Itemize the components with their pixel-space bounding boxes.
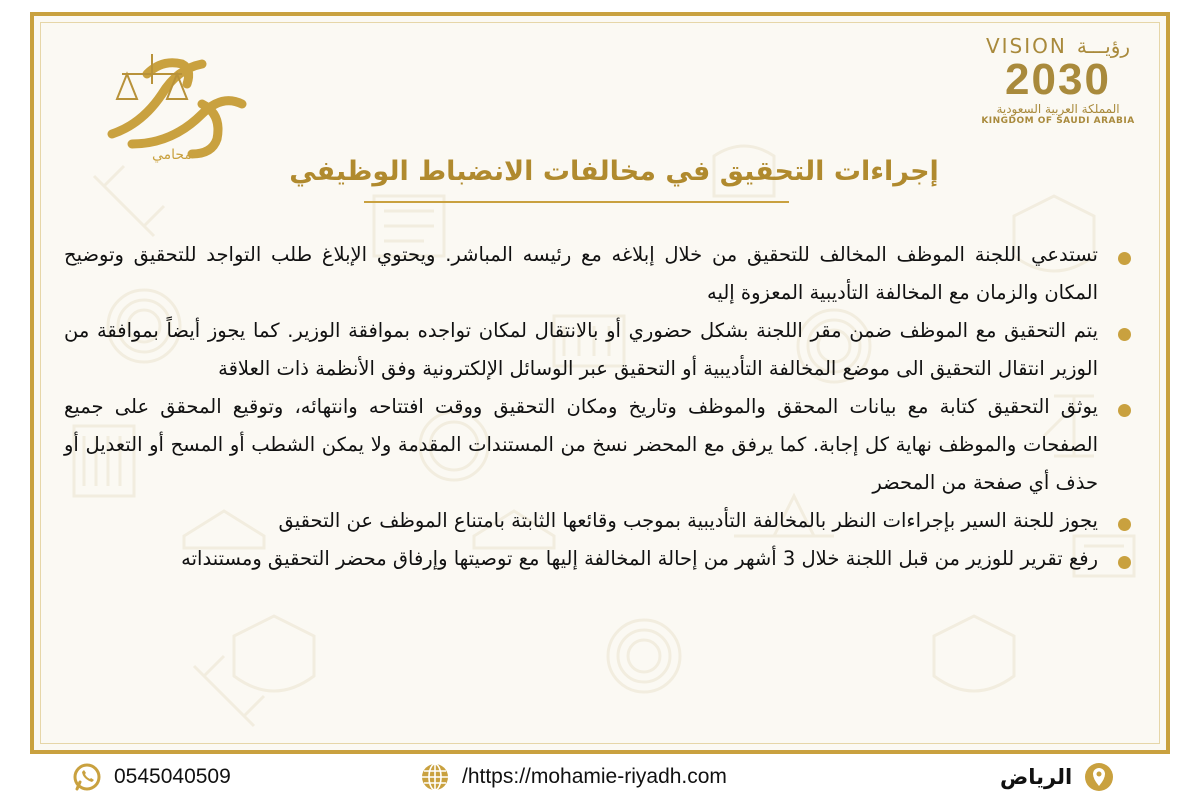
bullet-icon (1118, 328, 1131, 341)
whatsapp-icon (72, 762, 102, 792)
bullet-icon (1118, 518, 1131, 531)
phone-number: 0545040509 (114, 765, 231, 788)
globe-icon (420, 762, 450, 792)
bullet-icon (1118, 252, 1131, 265)
page-title: إجراءات التحقيق في مخالفات الانضباط الوظيفي (289, 156, 939, 187)
kingdom-label-en: KINGDOM OF SAUDI ARABIA (981, 116, 1135, 126)
city-name: الرياض (1000, 765, 1073, 789)
list-item-text: يوثق التحقيق كتابة مع بيانات المحقق والموظف وتاريخ ومكان التحقيق ووقت افتتاحه وانتهائه، وتوقيع المحقق على جميع الصفحات والموظف نهاية كل إجابة. كما يرفق مع المحضر نسخ من المستندات المقدمة ولا يمكن الشطب أو المسح أو التعديل أو حذف أي صفحة من المحضر (64, 395, 1098, 494)
list-item-text: تستدعي اللجنة الموظف المخالف للتحقيق من خلال إبلاغه مع رئيسه المباشر. ويحتوي الإبلاغ طلب التواجد للتحقيق وتوضيح المكان والزمان مع المخالفة التأديبية المعزوة إليه (64, 243, 1098, 304)
location-contact[interactable] (1000, 762, 1114, 792)
bullet-icon (1118, 404, 1131, 417)
mohamie-calligraphy-logo (92, 34, 252, 164)
list-item (64, 312, 1136, 388)
list-item (64, 540, 1136, 578)
title-underline (364, 201, 789, 203)
list-item (64, 236, 1136, 312)
bullet-icon (1118, 556, 1131, 569)
svg-text:محامي: محامي (152, 147, 192, 163)
list-item (64, 388, 1136, 502)
list-item-text: يتم التحقيق مع الموظف ضمن مقر اللجنة بشكل حضوري أو بالانتقال لمكان تواجده بموافقة الوزير. كما يجوز أيضاً بموافقة من الوزير انتقال التحقيق الى موضع المخالفة التأديبية أو التحقيق عبر الوسائل الإلكترونية وفق الأنظمة ذات العلاقة (64, 319, 1098, 380)
procedures-list (64, 236, 1136, 578)
vision-label-ar: رؤيـــة (1076, 34, 1131, 58)
vision-label-en: VISION (985, 34, 1067, 58)
content-frame (30, 12, 1170, 754)
kingdom-label-ar: المملكة العربية السعودية (996, 102, 1120, 116)
list-item-text: رفع تقرير للوزير من قبل اللجنة خلال 3 أشهر من إحالة المخالفة إليها مع توصيتها وإرفاق محضر التحقيق ومستنداته (181, 547, 1098, 570)
website-url: /https://mohamie-riyadh.com (462, 765, 727, 788)
footer-contact-bar (0, 754, 1200, 800)
vision-number: 2030 (1005, 55, 1111, 104)
location-pin-icon (1084, 762, 1114, 792)
list-item-text: يجوز للجنة السير بإجراءات النظر بالمخالفة التأديبية بموجب وقائعها الثابتة بامتناع الموظف عن التحقيق (278, 509, 1098, 532)
vision-2030-logo (968, 34, 1148, 144)
list-item (64, 502, 1136, 540)
phone-contact[interactable] (72, 762, 231, 792)
website-contact[interactable] (420, 762, 727, 792)
